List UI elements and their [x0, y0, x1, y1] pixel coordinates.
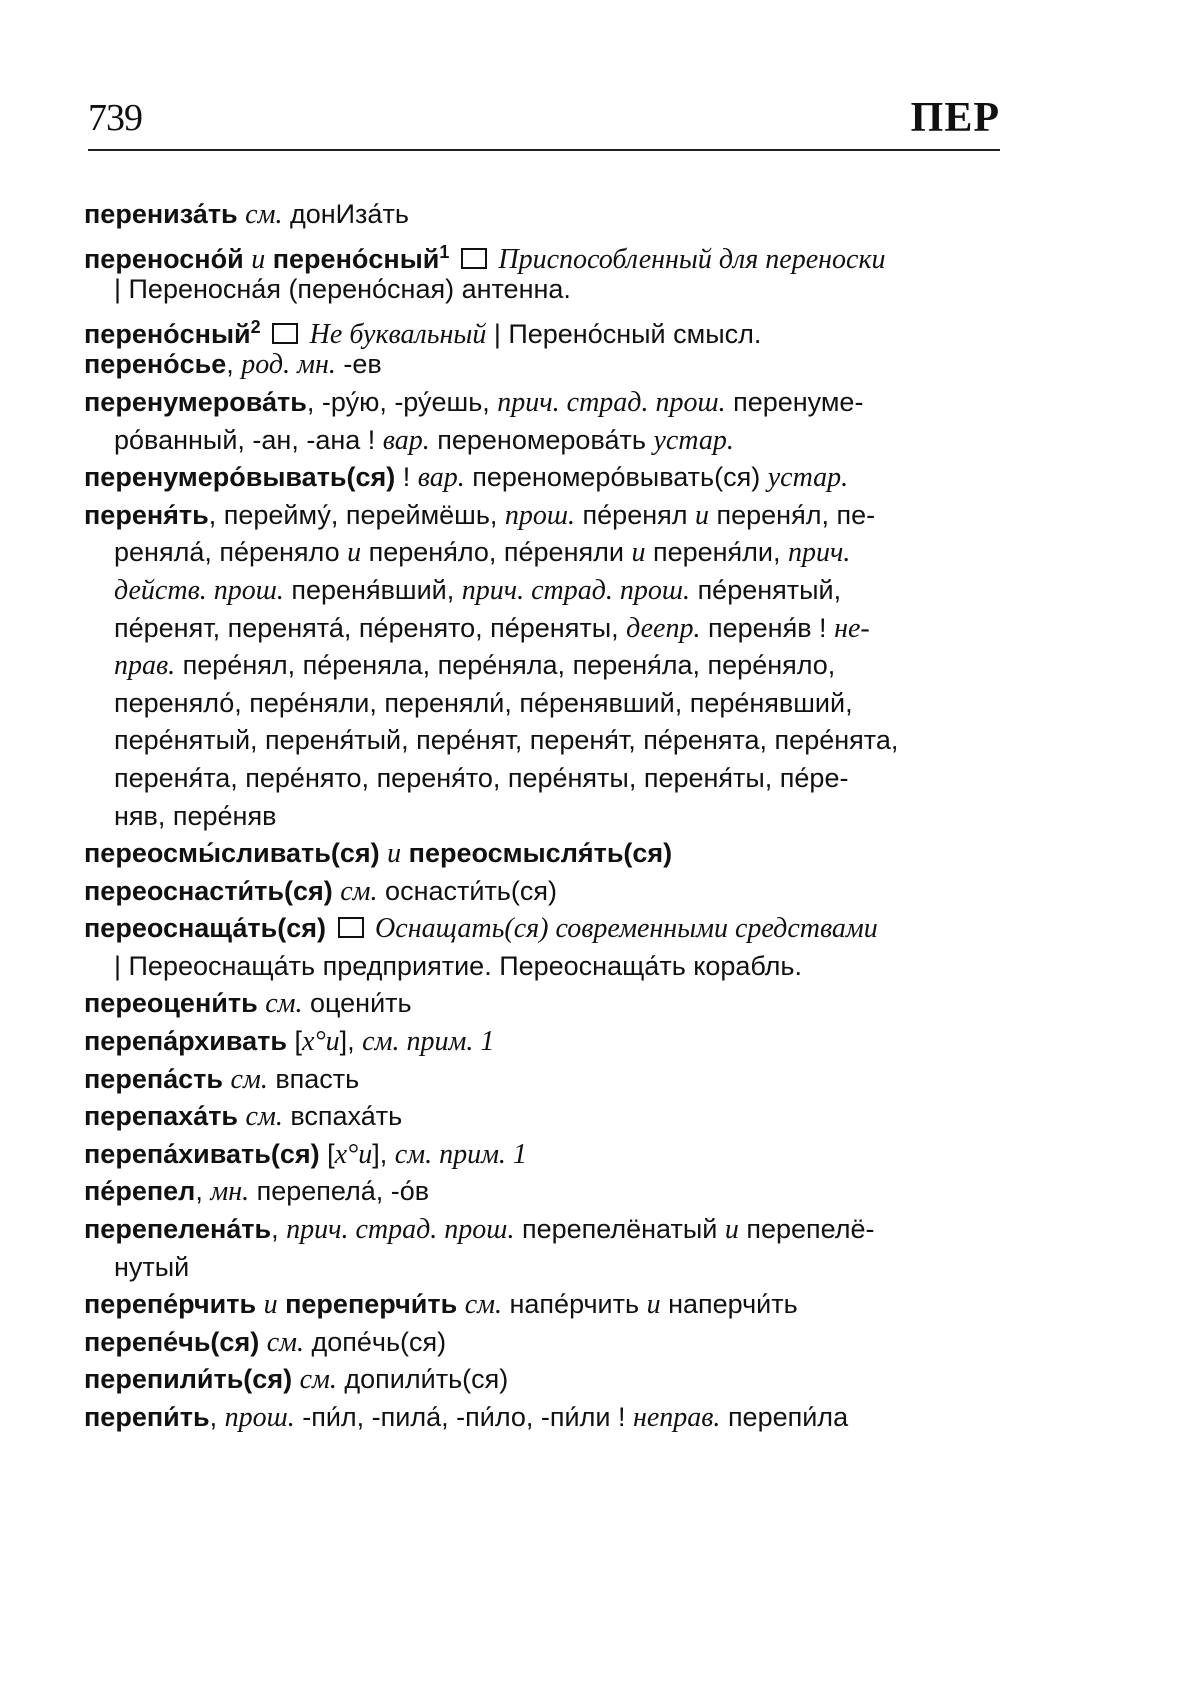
entry-text: [292, 1364, 300, 1394]
entry-line: [84, 1023, 1004, 1061]
entry-text: пе́ренятый,: [690, 574, 842, 605]
entry-text: переня́в !: [700, 612, 835, 643]
entry-text: [457, 1289, 465, 1319]
entry-text: ,: [209, 1402, 225, 1432]
definition-box-icon: [338, 917, 364, 938]
entry-line: [84, 1173, 1004, 1211]
entry-text: пе́ренял: [575, 499, 696, 530]
entry-text: пе́ренят, перенята́, пе́ренято, пе́реняты,: [114, 612, 627, 643]
entry-continuation-line: [84, 647, 1004, 685]
entry-text: донИза́ть: [282, 199, 409, 229]
entry-text: [: [287, 1026, 303, 1057]
grammar-label: деепр.: [626, 612, 701, 644]
entry-text: нутый: [114, 1251, 190, 1282]
entry-text: переня́вший,: [283, 574, 462, 605]
grammar-label: прав.: [114, 650, 176, 682]
entry-continuation-line: [84, 271, 1004, 309]
grammar-label: см.: [265, 988, 303, 1020]
entry-text: [401, 838, 409, 868]
entry-text: [261, 319, 269, 349]
entry-text: [265, 244, 273, 274]
grammar-label: Приспособленный для переноски: [498, 243, 886, 275]
entry-text: переня́ли,: [645, 537, 788, 568]
entry-text: вспаха́ть: [282, 1101, 403, 1132]
grammar-label: и: [347, 537, 362, 569]
grammar-label: см.: [340, 875, 378, 907]
entry-text: | Переносна́я (перено́сная) антенна.: [114, 274, 571, 305]
grammar-label: х°и: [334, 1138, 373, 1170]
entry-text: ],: [372, 1138, 395, 1169]
headword: переносно́й: [84, 243, 244, 274]
entry-line: [84, 835, 1004, 873]
page-number: 739: [88, 97, 142, 139]
entry-line: [84, 384, 1004, 422]
grammar-label: см.: [245, 199, 283, 230]
entry-text: переня́л, пе-: [709, 499, 876, 530]
entry-text: [: [319, 1138, 335, 1169]
grammar-label: действ. прош.: [114, 574, 284, 606]
grammar-label: вар.: [417, 462, 465, 494]
entry-text: наперчи́ть: [660, 1289, 798, 1320]
entry-continuation-line: [84, 722, 1004, 760]
headword: переосмысля́ть(ся): [408, 838, 673, 869]
entry-continuation-line: [84, 948, 1004, 986]
headword: перениза́ть: [84, 199, 238, 229]
headword: переоцени́ть: [84, 988, 258, 1019]
entry-text: переня́ло, пе́реняли: [361, 537, 632, 568]
headword: переперчи́ть: [285, 1289, 458, 1320]
grammar-label: см.: [299, 1364, 337, 1396]
grammar-label: см.: [464, 1289, 502, 1321]
entry-line: [84, 196, 1004, 234]
entry-text: реняла́, пе́реняло: [114, 537, 348, 568]
entry-text: переня́та, пере́нято, переня́то, пере́няты, переня́ты, пе́ре-: [114, 762, 849, 793]
grammar-label: см. прим. 1: [362, 1026, 495, 1058]
entry-text: оснасти́ть(ся): [377, 875, 557, 906]
entry-text: [259, 1327, 267, 1357]
grammar-label: прош.: [224, 1402, 295, 1433]
page-header: [88, 96, 1000, 150]
headword: переня́ть: [84, 499, 209, 530]
entry-text: впасть: [267, 1063, 360, 1094]
entry-text: допили́ть(ся): [336, 1364, 509, 1395]
entry-text: оцени́ть: [302, 988, 412, 1019]
homonym-index: 1: [439, 241, 450, 262]
entry-text: напе́рчить: [502, 1289, 647, 1320]
entry-continuation-line: [84, 685, 1004, 723]
entry-line: [84, 234, 1004, 275]
entry-continuation-line: [84, 798, 1004, 836]
entry-text: перепи́ла: [720, 1402, 849, 1432]
entry-text: [368, 913, 376, 943]
entry-continuation-line: [84, 422, 1004, 460]
entry-line: [84, 1361, 1004, 1399]
entry-text: [449, 244, 457, 274]
grammar-label: х°и: [302, 1026, 340, 1058]
entry-continuation-line: [84, 610, 1004, 648]
grammar-label: мн.: [210, 1176, 250, 1208]
entry-text: перенуме-: [725, 386, 864, 417]
headword: перепаха́ть: [84, 1101, 239, 1132]
headword: перепили́ть(ся): [84, 1364, 293, 1395]
headword: перенумерова́ть: [84, 386, 307, 417]
entry-text: , перейму́, переймёшь,: [208, 499, 505, 530]
entry-text: няв, пере́няв: [114, 800, 277, 831]
grammar-label: прош.: [504, 499, 576, 531]
entry-text: [278, 1289, 286, 1319]
headword: пе́репел: [84, 1176, 196, 1207]
entry-text: ро́ванный, -ан, -ана !: [114, 424, 383, 455]
grammar-label: Не буквальный: [309, 318, 487, 350]
entry-text: переномеро́вывать(ся): [464, 462, 768, 493]
entry-text: | Переоснаща́ть предприятие. Переоснаща́ть корабль.: [114, 950, 802, 981]
entry-continuation-line: [84, 534, 1004, 572]
headword: перено́сный: [84, 318, 251, 349]
grammar-label: устар.: [767, 462, 849, 494]
entry-text: [302, 319, 310, 349]
entry-continuation-line: [84, 760, 1004, 798]
grammar-label: вар.: [382, 424, 430, 456]
headword: переосмы́сливать(ся): [84, 838, 380, 869]
headword: перенумеро́вывать(ся): [84, 462, 396, 493]
headword: перено́сный: [272, 243, 440, 274]
entry-line: [84, 873, 1004, 911]
grammar-label: см. прим. 1: [394, 1138, 527, 1170]
entry-line: [84, 1098, 1004, 1136]
grammar-label: неправ.: [632, 1402, 721, 1433]
running-head: ПЕР: [910, 95, 1000, 141]
entry-line: [84, 1286, 1004, 1324]
headword: перепе́рчить: [84, 1289, 257, 1320]
entry-text: [326, 913, 334, 943]
dictionary-entries: [84, 196, 1004, 1437]
headword: перено́сье: [84, 349, 227, 380]
headword: переоснасти́ть(ся): [84, 875, 333, 906]
grammar-label: и: [724, 1214, 739, 1246]
entry-text: перепелё-: [738, 1214, 875, 1245]
entry-text: -ев: [335, 349, 382, 380]
entry-continuation-line: [84, 572, 1004, 610]
entry-continuation-line: [84, 1249, 1004, 1287]
header-rule: [88, 149, 1000, 151]
entry-text: переняло́, пере́няли, переняли́, пе́ренявший, пере́нявший,: [114, 687, 853, 718]
entry-text: перепелёнатый: [514, 1214, 725, 1245]
grammar-label: см.: [245, 1101, 283, 1133]
entry-text: -пи́л, -пила́, -пи́ло, -пи́ли !: [294, 1402, 633, 1432]
entry-text: пере́нял, пе́реняла, пере́няла, переня́ла, пере́няло,: [175, 650, 836, 681]
entry-text: [380, 838, 388, 868]
grammar-label: см.: [230, 1063, 268, 1095]
entry-line: [84, 309, 1004, 350]
entry-line: [84, 1061, 1004, 1099]
headword: перепе́чь(ся): [84, 1326, 260, 1357]
headword: перепи́ть: [84, 1402, 210, 1432]
entry-line: [84, 1211, 1004, 1249]
headword: перепа́сть: [84, 1063, 223, 1094]
entry-text: ],: [339, 1026, 363, 1057]
entry-line: [84, 497, 1004, 535]
entry-text: !: [395, 462, 418, 493]
grammar-label: устар.: [653, 424, 734, 456]
entry-line: [84, 1136, 1004, 1174]
entry-line: [84, 910, 1004, 948]
entry-text: | Перено́сный смысл.: [486, 318, 762, 349]
homonym-index: 2: [250, 316, 261, 337]
grammar-label: см.: [266, 1326, 304, 1358]
grammar-label: прич. страд. прош.: [497, 386, 726, 418]
grammar-label: и: [251, 243, 266, 275]
entry-text: [256, 1289, 264, 1319]
entry-text: [238, 1101, 246, 1131]
entry-line: [84, 985, 1004, 1023]
entry-text: [223, 1064, 231, 1094]
entry-line: [84, 1324, 1004, 1362]
entry-text: переномерова́ть: [429, 424, 654, 455]
entry-line: [84, 1399, 1004, 1437]
grammar-label: прич. страд. прош.: [286, 1214, 515, 1246]
entry-text: перепела́, -о́в: [249, 1176, 430, 1207]
grammar-label: и: [695, 499, 710, 531]
entry-text: ,: [195, 1176, 211, 1207]
headword: переоснаща́ть(ся): [84, 913, 327, 944]
grammar-label: и: [646, 1289, 661, 1321]
headword: перепа́рхивать: [84, 1026, 287, 1057]
entry-line: [84, 459, 1004, 497]
entry-text: ,: [271, 1214, 287, 1245]
grammar-label: и: [631, 537, 646, 569]
entry-line: [84, 346, 1004, 384]
grammar-label: и: [263, 1289, 278, 1321]
grammar-label: Оснащать(ся) современными средствами: [375, 913, 878, 945]
entry-text: ,: [226, 349, 242, 380]
grammar-label: прич.: [788, 537, 851, 569]
headword: перепелена́ть: [84, 1214, 272, 1245]
grammar-label: род. мн.: [241, 349, 336, 381]
headword: перепа́хивать(ся): [84, 1138, 320, 1169]
entry-text: , -ру́ю, -ру́ешь,: [306, 386, 498, 417]
entry-text: допе́чь(ся): [304, 1326, 447, 1357]
definition-box-icon: [272, 323, 298, 344]
entry-text: пере́нятый, переня́тый, пере́нят, переня́т, пе́ренята, пере́нята,: [114, 725, 899, 756]
grammar-label: не-: [834, 612, 870, 644]
definition-box-icon: [461, 248, 487, 269]
grammar-label: и: [387, 838, 402, 870]
grammar-label: прич. страд. прош.: [461, 574, 691, 606]
